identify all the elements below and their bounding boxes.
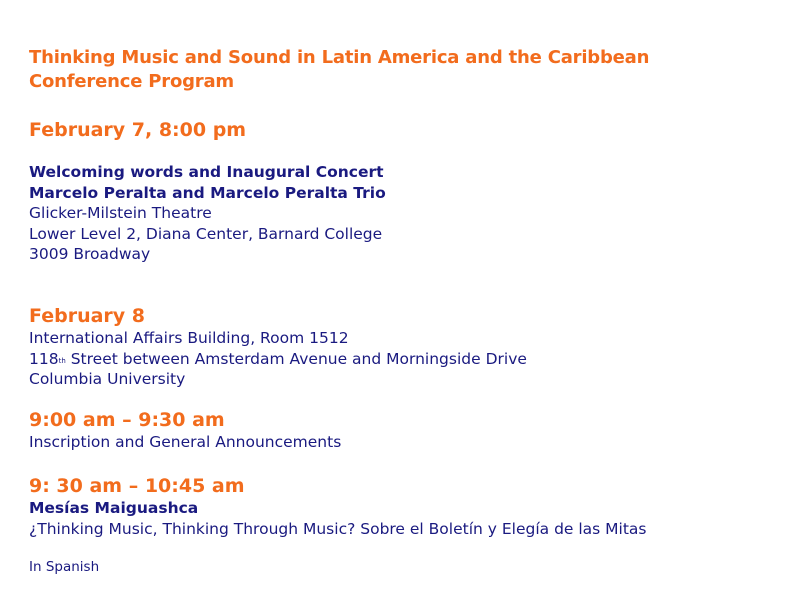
program-header (29, 46, 779, 94)
session-1-time: 9:00 am – 9:30 am (29, 409, 225, 431)
program-title-line1: Thinking Music and Sound in Latin America and the Caribbean (29, 47, 650, 68)
day2-street (29, 349, 779, 370)
session-2-talk-title: ¿Thinking Music, Thinking Through Music? Sobre el Boletín y Elegía de las Mitas (29, 519, 647, 538)
day1-details (29, 162, 779, 265)
program-title-line2: Conference Program (29, 71, 234, 92)
session-2-time: 9: 30 am – 10:45 am (29, 475, 245, 497)
session-1 (29, 408, 779, 453)
session-2-language-note: In Spanish (29, 559, 100, 575)
day2-street-number: 118 (29, 349, 59, 368)
day1-date: February 7, 8:00 pm (29, 119, 247, 141)
day2-street-suffix: th (58, 356, 66, 365)
day1-address: 3009 Broadway (29, 245, 151, 263)
day1-event-title: Welcoming words and Inaugural Concert (29, 163, 384, 181)
day2-university: Columbia University (29, 370, 186, 388)
day2-building: International Affairs Building, Room 1512 (29, 329, 349, 347)
day1-venue: Glicker-Milstein Theatre (29, 204, 212, 222)
day2-section (29, 304, 779, 390)
session-2-language (29, 558, 779, 576)
day2-street-rest: Street between Amsterdam Avenue and Morningside Drive (65, 349, 527, 368)
day1-location: Lower Level 2, Diana Center, Barnard College (29, 224, 383, 243)
day1-performers: Marcelo Peralta and Marcelo Peralta Trio (29, 183, 386, 202)
session-2 (29, 474, 779, 539)
day1-section (29, 118, 779, 142)
session-1-description: Inscription and General Announcements (29, 433, 342, 451)
session-2-speaker: Mesías Maiguashca (29, 499, 199, 517)
day2-date: February 8 (29, 305, 146, 327)
